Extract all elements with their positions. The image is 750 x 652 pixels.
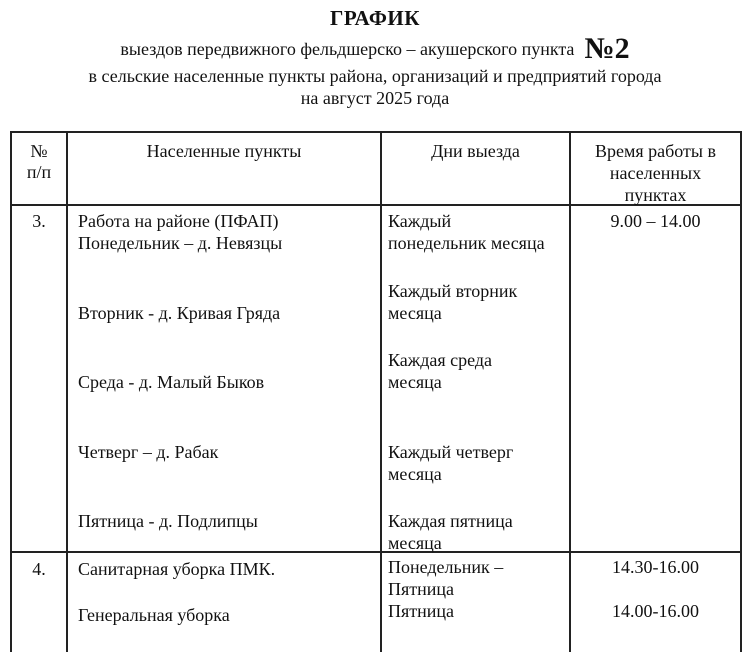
time-item: 14.00-16.00 (612, 601, 699, 621)
table-border-right (740, 131, 742, 652)
point-number: №2 (584, 32, 630, 65)
place-item: Понедельник – д. Невязцы (78, 233, 283, 253)
day-item: Пятница (388, 601, 455, 621)
day-item: Понедельник – (388, 557, 504, 577)
header-places: Населенные пункты (146, 141, 302, 161)
time-item: 9.00 – 14.00 (610, 211, 701, 231)
header-time-line-2: населенных (609, 163, 702, 183)
subtitle-line-2: в сельские населенные пункты района, организаций и предприятий города (88, 66, 662, 86)
subtitle-line-3: на август 2025 года (300, 88, 450, 108)
place-item: Работа на районе (ПФАП) (78, 211, 279, 231)
table-row-divider (10, 551, 742, 553)
day-item: месяца (388, 303, 442, 323)
header-time-line-1: Время работы в (594, 141, 717, 161)
header-days: Дни выезда (431, 141, 520, 161)
day-item: Каждая пятница (388, 511, 513, 531)
day-item: месяца (388, 372, 442, 392)
place-item: Вторник - д. Кривая Гряда (78, 303, 281, 323)
day-item: понедельник месяца (388, 233, 545, 253)
header-num-line-2: п/п (26, 162, 52, 182)
time-item: 14.30-16.00 (612, 557, 699, 577)
table-border-top (10, 131, 742, 133)
header-num-line-1: № (30, 141, 48, 161)
place-item: Генеральная уборка (78, 605, 230, 625)
place-item: Среда - д. Малый Быков (78, 372, 265, 392)
table-column-divider-2 (380, 131, 382, 652)
day-item: месяца (388, 533, 442, 553)
place-item: Пятница - д. Подлипцы (78, 511, 258, 531)
header-time-line-3: пунктах (624, 185, 687, 205)
day-item: месяца (388, 464, 442, 484)
place-item: Санитарная уборка ПМК. (78, 559, 276, 579)
document-title: ГРАФИК (330, 6, 420, 30)
place-item: Четверг – д. Рабак (78, 442, 219, 462)
day-item: Каждый четверг (388, 442, 514, 462)
subtitle-text: выездов передвижного фельдшерско – акушерского пункта (120, 39, 575, 59)
day-item: Пятница (388, 579, 455, 599)
day-item: Каждый (388, 211, 452, 231)
day-item: Каждый вторник (388, 281, 518, 301)
table-column-divider-1 (66, 131, 68, 652)
row-number: 3. (32, 211, 46, 231)
subtitle-line-1 (0, 32, 750, 66)
row-number: 4. (32, 559, 46, 579)
day-item: Каждая среда (388, 350, 493, 370)
